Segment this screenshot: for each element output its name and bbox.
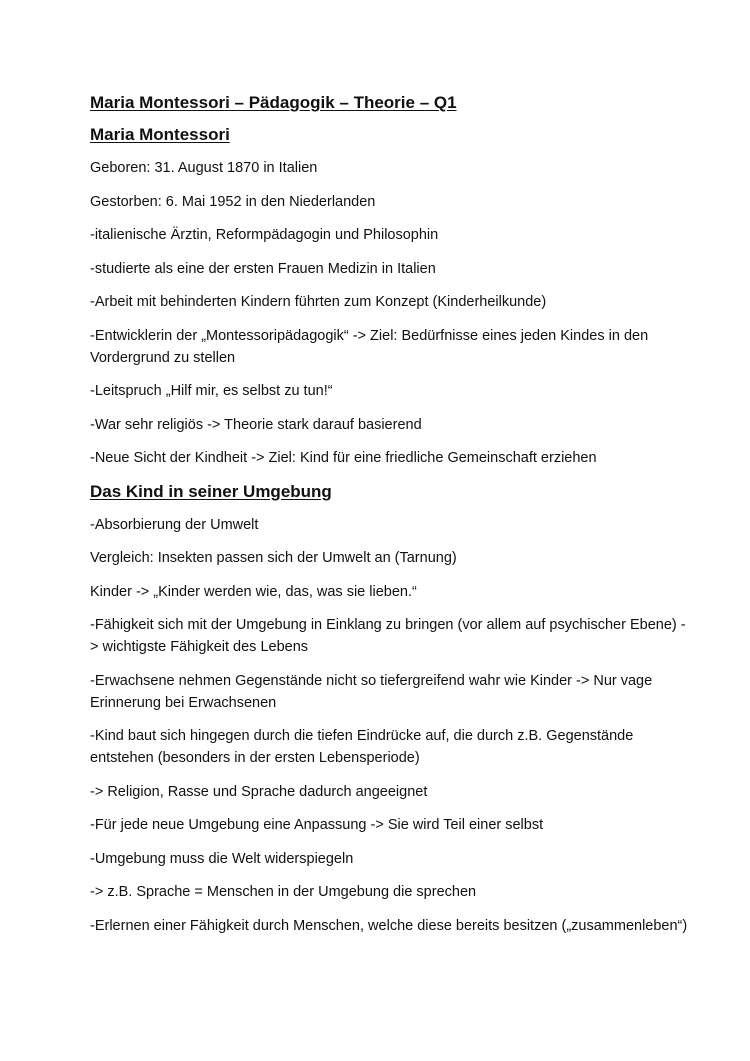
paragraph: -War sehr religiös -> Theorie stark darauf basierend: [90, 416, 422, 433]
paragraph: Vergleich: Insekten passen sich der Umwelt an (Tarnung): [90, 550, 457, 566]
document-title: Maria Montessori – Pädagogik – Theorie – Q1: [90, 93, 457, 112]
paragraph: -Arbeit mit behinderten Kindern führten zum Konzept (Kinderheilkunde): [90, 294, 547, 310]
paragraph: -Neue Sicht der Kindheit -> Ziel: Kind für eine friedliche Gemeinschaft erziehen: [90, 450, 597, 466]
paragraph: -Erlernen einer Fähigkeit durch Menschen, welche diese bereits besitzen („zusammenleben“): [90, 917, 688, 934]
paragraph: -italienische Ärztin, Reformpädagogin und Philosophin: [90, 227, 439, 243]
section-das-kind-in-seiner-umgebung: [90, 481, 690, 937]
section-heading: Das Kind in seiner Umgebung: [90, 481, 332, 501]
paragraph: Gestorben: 6. Mai 1952 in den Niederlanden: [90, 193, 376, 210]
paragraph: -Kind baut sich hingegen durch die tiefen Eindrücke auf, die durch z.B. Gegenstände entstehen (besonders in der ersten Lebensperiode): [90, 728, 634, 766]
document-page: [90, 92, 690, 948]
paragraph: -Entwicklerin der „Montessoripädagogik“ -> Ziel: Bedürfnisse eines jeden Kindes in den Vordergrund zu stellen: [90, 327, 649, 366]
paragraph: -Leitspruch „Hilf mir, es selbst zu tun!“: [90, 383, 333, 399]
paragraph: -> z.B. Sprache = Menschen in der Umgebung die sprechen: [90, 884, 477, 900]
section-heading: Maria Montessori: [90, 125, 230, 144]
paragraph: -> Religion, Rasse und Sprache dadurch angeeignet: [90, 783, 428, 800]
paragraph: -Absorbierung der Umwelt: [90, 516, 259, 533]
paragraph: -studierte als eine der ersten Frauen Medizin in Italien: [90, 260, 436, 277]
paragraph: -Umgebung muss die Welt widerspiegeln: [90, 850, 354, 867]
paragraph: -Fähigkeit sich mit der Umgebung in Einklang zu bringen (vor allem auf psychischer Ebene) -> wichtigste Fähigkeit des Lebens: [90, 617, 686, 655]
paragraph: Kinder -> „Kinder werden wie, das, was sie lieben.“: [90, 583, 417, 600]
paragraph: Geboren: 31. August 1870 in Italien: [90, 160, 318, 176]
section-maria-montessori: [90, 124, 690, 469]
paragraph: -Für jede neue Umgebung eine Anpassung -> Sie wird Teil einer selbst: [90, 817, 544, 833]
paragraph: -Erwachsene nehmen Gegenstände nicht so tiefergreifend wahr wie Kinder -> Nur vage Erinnerung bei Erwachsenen: [90, 672, 653, 711]
